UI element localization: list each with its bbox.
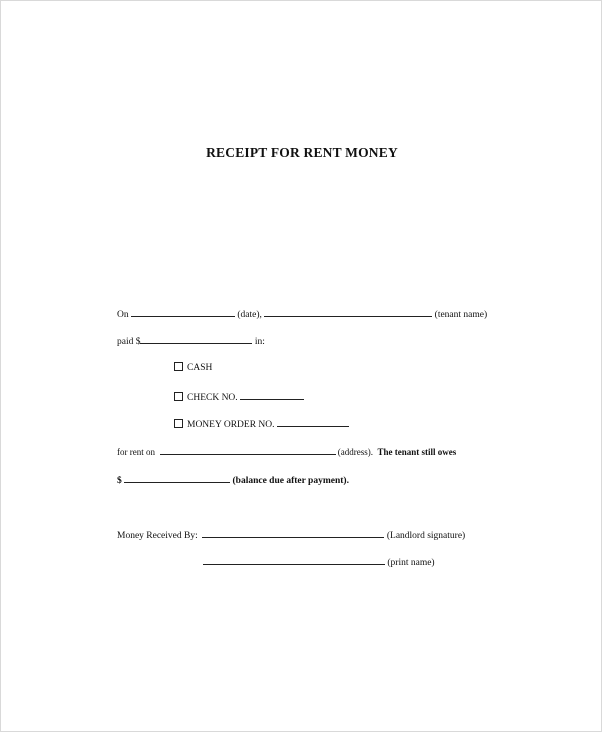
check-checkbox[interactable] <box>174 392 183 401</box>
date-blank[interactable] <box>131 307 235 317</box>
money-order-number-blank[interactable] <box>277 417 349 427</box>
row-received-by <box>117 528 465 542</box>
row-rent <box>117 445 456 458</box>
balance-label: (balance due after payment). <box>232 476 349 486</box>
money-order-label: MONEY ORDER NO. <box>187 420 275 430</box>
option-money-order <box>174 417 349 431</box>
row-balance <box>117 473 349 487</box>
row-print-name <box>203 555 435 569</box>
address-blank[interactable] <box>160 445 336 455</box>
cash-checkbox[interactable] <box>174 362 183 371</box>
check-number-blank[interactable] <box>240 390 304 400</box>
row-paid <box>117 334 265 348</box>
rent-prefix: for rent on <box>117 447 155 457</box>
landlord-signature-label: (Landlord signature) <box>386 531 466 541</box>
amount-paid-blank[interactable] <box>140 334 252 344</box>
row-on <box>117 307 487 321</box>
tenant-name-label: (tenant name) <box>434 310 488 320</box>
date-label: (date), <box>237 310 262 320</box>
option-check <box>174 390 304 404</box>
on-prefix: On <box>117 310 129 320</box>
paid-prefix: paid $ <box>117 337 141 347</box>
money-order-checkbox[interactable] <box>174 419 183 428</box>
print-name-label: (print name) <box>387 558 435 568</box>
paid-suffix: in: <box>254 337 265 347</box>
tenant-owes-text: The tenant still owes <box>377 447 457 457</box>
cash-label: CASH <box>187 363 213 373</box>
check-label: CHECK NO. <box>187 393 238 403</box>
received-by-label: Money Received By: <box>117 531 198 541</box>
option-cash <box>174 362 212 374</box>
landlord-signature-blank[interactable] <box>202 528 384 538</box>
document-title: RECEIPT FOR RENT MONEY <box>206 145 398 160</box>
tenant-name-blank[interactable] <box>264 307 432 317</box>
balance-prefix: $ <box>117 476 122 486</box>
address-label: (address). <box>337 447 373 457</box>
print-name-blank[interactable] <box>203 555 385 565</box>
balance-blank[interactable] <box>124 473 230 483</box>
